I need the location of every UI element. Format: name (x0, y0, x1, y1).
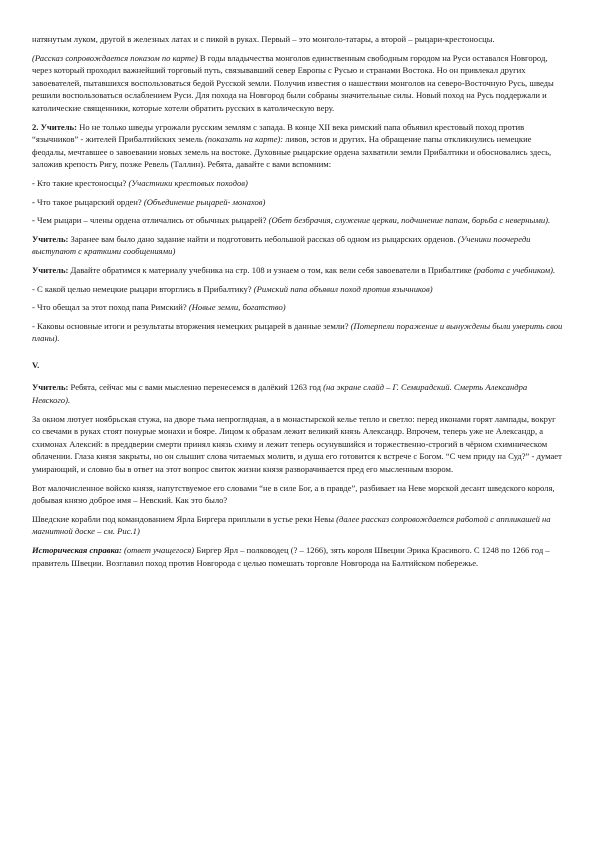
question-knights: - Чем рыцари – члены ордена отличались от обычных рыцарей? (Обет безбрачия, служение церкви, подчинение папам, борьба с неверными). (32, 215, 551, 226)
slide-note: (на экране слайд – Г. Семирадский. Смерть Александра Невского). (32, 382, 528, 406)
paragraph-crusaders-intro: натянутым луком, другой в железных латах и с пикой в руках. Первый – это монголо-татары, а второй – рыцари-крестоносцы. (32, 34, 495, 44)
paragraph-historical-note: Историческая справка: (ответ учащегося) Биргер Ярл – полководец (? – 1266), зять короля Швеции Эрика Красивого. С 1248 по 1266 год – правитель Швеции. Возглавил поход против Новгорода с целью помешать торговле Новгорода на Балтийском побережье. (32, 545, 550, 568)
teacher-label: Учитель: (32, 382, 69, 393)
teacher-label: Учитель: (32, 264, 69, 275)
paragraph-teacher-2: 2. Учитель: Но не только шведы угрожали русским землям с запада. В конце XII века римский папа объявил крестовый поход против “язычников” - жителей Прибалтийских земель (показать на карте): ливов, эстов и других. На обращение папы откликнулись немецкие феодалы, мечтавшее о завоевании новых земель на востоке. Духовные рыцарские ордена захватили земли Прибалтики и обосновались здесь, заложив крепость Ригу, позже Ревель (Таллин). Ребята, давайте с вами вспомним: (32, 121, 552, 170)
teacher-label: Учитель: (32, 233, 69, 244)
map-note: (показать на карте): (204, 134, 284, 145)
paragraph-neva: Вот малочисленное войско князя, напутствуемое его словами “не в силе Бог, а в правде”, разбивает на Неве морской десант шведского короля, добывая князю доброе имя – Невский. Как это было? (32, 482, 555, 506)
answer-note: (Участники крестовых походов) (128, 177, 248, 188)
answer-note: (Потерпели поражение и вынуждены были умерить свои планы). (32, 320, 563, 344)
answer-note: (Обет безбрачия, служение церкви, подчинение папам, борьба с неверными). (268, 215, 551, 226)
map-note: (Рассказ сопровождается показом по карте) (32, 52, 198, 63)
answer-note: (работа с учебником). (473, 264, 556, 275)
student-answer-note: (ответ учащегося) (121, 545, 195, 555)
historical-note-label: Историческая справка: (32, 545, 122, 555)
question-order: - Что такое рыцарский орден? (Объединение рыцарей- монахов) (32, 196, 266, 207)
application-note: (далее рассказ сопровождается работой с аппликашей на магнитной доске – см. Рис.1) (32, 513, 551, 537)
answer-note: (Объединение рыцарей- монахов) (143, 196, 266, 207)
question-promise: - Что обещал за этот поход папа Римский? (Новые земли, богатство) (32, 302, 286, 313)
paragraph-swedish-ships: Шведские корабли под командованием Ярла Биргера приплыли в устье реки Невы (далее рассказ сопровождается работой с аппликашей на магнитной доске – см. Рис.1) (32, 513, 551, 537)
section-heading: V. (32, 359, 40, 370)
paragraph-teacher-1263: Учитель: Ребята, сейчас мы с вами мысленно перенесемся в далёкий 1263 год (на экране слайд – Г. Семирадский. Смерть Александра Невского). (32, 382, 528, 406)
answer-note: (Римский папа объявил поход против язычников) (253, 283, 433, 294)
question-crusaders: - Кто такие крестоносцы? (Участники крестовых походов) (32, 177, 248, 188)
answer-note: (Ученики поочереди выступают с краткими сообщениями) (32, 233, 531, 257)
document-page (32, 33, 564, 575)
paragraph-novgorod: (Рассказ сопровождается показом по карте) В годы владычества монголов единственным свободным городом на Руси оставался Новгород, через который проходил важнейший торговый путь, связывавший север Европы с Русью и странами Востока. Но он привлекал других завоевателей, пытавшихся воспользоваться бедой Русской земли. Получив известия о нашествии монголов на северо-Восточную Русь, шведы решили воспользоваться ослаблением Руси. Для похода на Новгород были собраны значительные силы. Новый поход на Русь поддержали и католические священники, которые хотели обратить русских в католическую веру. (32, 52, 554, 113)
question-goal: - С какой целью немецкие рыцари вторглись в Прибалтику? (Римский папа объявил поход против язычников) (32, 283, 433, 294)
paragraph-narrative: За окном лютует ноябрьская стужа, на дворе тьма непроглядная, а в монастырской келье тепло и светло: перед иконами горят лампады, вокруг со свечами в руках стоят понурые монахи и бояре. Лицом к образам лежит великий князь Александр. Впрочем, теперь уже не Александр, а схимонах Алексий: в преддверии смерти принял князь схиму и лежит теперь осунувшийся и торжественно-строгий в чёрном схимническом облачении. Глаза князя закрыты, но он слышит слова читаемых молитв, и душа его готовится к встрече с Богом. “С чем приду на Суд?” - думает умирающий, и словно бы в ответ на этот вопрос свиток жизни князя разворачивается пред его мысленным взором. (32, 413, 562, 475)
answer-note: (Новые земли, богатство) (188, 302, 286, 313)
question-results: - Каковы основные итоги и результаты вторжения немецких рыцарей в данные земли? (Потерпели поражение и вынуждены были умерить свои планы). (32, 320, 563, 344)
teacher-label: 2. Учитель: (32, 121, 77, 132)
paragraph-teacher-textbook: Учитель: Давайте обратимся к материалу учебника на стр. 108 и узнаем о том, как вели себя завоеватели в Прибалтике (работа с учебником). (32, 264, 556, 275)
paragraph-teacher-orders: Учитель: Заранее вам было дано задание найти и подготовить небольшой рассказ об одном из рыцарских орденов. (Ученики поочереди выступают с краткими сообщениями) (32, 233, 531, 257)
